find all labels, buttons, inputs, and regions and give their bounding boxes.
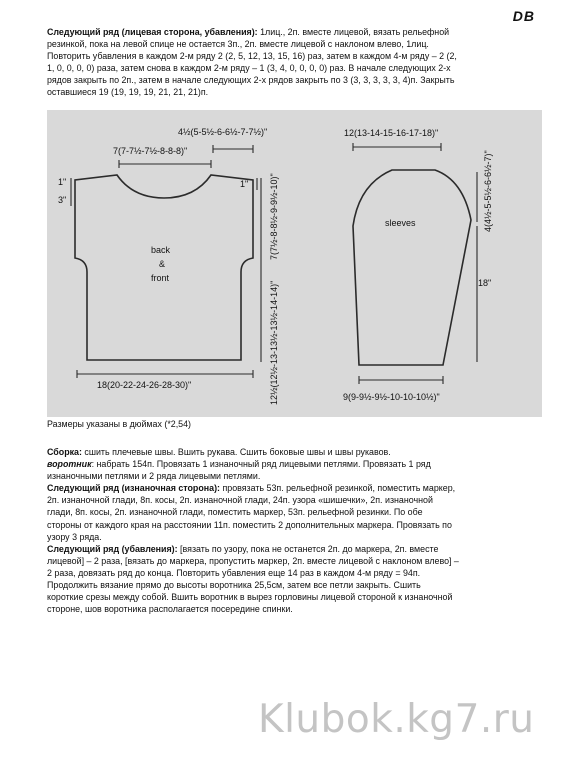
intro-line: Повторить убавления в каждом 2-м ряду 2 (2, 5, 12, 13, 15, 16) раз, затем в каждом 4-м ряду – 2 (2, xyxy=(47,51,457,62)
row-ws-line: глади, 8п. косы, 2п. изнаночной глади, поместить маркер, 53п. рельефной резинки. По обе xyxy=(47,507,423,518)
right-dim-top-label: 1" xyxy=(240,179,249,189)
back-label-line3: front xyxy=(151,273,170,283)
schematic-diagram xyxy=(47,110,542,417)
intro-line: 1лиц., 2п. вместе лицевой, вязать рельефной xyxy=(260,27,450,37)
sleeve-label: sleeves xyxy=(385,218,416,228)
row-ws-line: узору 3 ряда. xyxy=(47,531,102,542)
sleeve-cap-height-label: 4(4½-5-5½-6-6½-7)" xyxy=(483,150,493,232)
row-dec-line: Продолжить вязание прямо до высоты воротника 25,5см, затем все петли закрыть. Сшить xyxy=(47,580,421,591)
left-dim-top-label: 1" xyxy=(58,177,67,187)
row-dec-line: стороне, шов воротника располагается посередине спинки. xyxy=(47,604,293,615)
row-dec-line: 2 раза, довязать ряд до конца. Повторить убавления еще 14 раз в каждом 4-м ряду = 94п. xyxy=(47,567,421,578)
row-ws-line: провязать 53п. рельефной резинкой, поместить маркер, xyxy=(219,483,456,494)
intro-line: резинкой, пока на левой спице не остается 3п., 2п. вместе лицевой с наклоном влево, 1лиц. xyxy=(47,39,429,50)
intro-line: рядов закрыть по 2п., затем в начале следующих 2-х рядов закрыть по 3 (3, 3, 3, 3, 3, 4)п. Закрыть xyxy=(47,75,455,86)
left-dim-mid-label: 3" xyxy=(58,195,67,205)
assembly-paragraph xyxy=(47,446,543,615)
diagram-background xyxy=(47,110,542,417)
sleeve-bottom-width-label: 9(9-9½-9½-10-10-10½)" xyxy=(343,392,440,402)
back-bottom-width-label: 18(20-22-24-26-28-30)" xyxy=(97,380,192,390)
assembly-heading: Сборка: xyxy=(47,447,82,457)
sleeve-top-width-label: 12(13-14-15-16-17-18)" xyxy=(344,128,439,138)
row-dec-line: короткие срезы между собой. Вшить воротник в вырез горловины лицевой стороной к изнаночной xyxy=(47,592,453,603)
body-length-label: 12½(12½-13-13½-13½-14-14)" xyxy=(269,280,279,405)
back-neck-width-label: 7(7-7½-7½-8-8-8)" xyxy=(113,146,188,156)
row-ws-line: 2п. изнаночной глади, 8п. косы, 2п. изнаночной глади, 24п. узора «шишечки», 2п. изнаночной xyxy=(47,495,433,506)
row-dec-line: лицевой] – 2 раза, [вязать до маркера, пропустить маркер, 2п. вместе лицевой с наклоном влево] – xyxy=(47,555,459,566)
back-label-line1: back xyxy=(151,245,171,255)
back-top-width-label: 4½(5-5½-6-6½-7-7½)" xyxy=(178,127,268,137)
corner-tag: DB xyxy=(512,8,535,24)
back-label-line2: & xyxy=(159,259,166,269)
row-ws-heading: Следующий ряд (изнаночная сторона): xyxy=(47,483,220,494)
intro-heading: Следующий ряд (лицевая сторона, убавления): xyxy=(47,27,258,37)
diagram-caption: Размеры указаны в дюймах (*2,54) xyxy=(47,419,192,429)
row-ws-line: стороны от каждого края на расстоянии 11п. поместить 2 дополнительных маркера. Провязать по xyxy=(47,519,452,530)
assembly-text: сшить плечевые швы. Вшить рукава. Сшить боковые швы и швы рукавов. xyxy=(81,447,391,457)
collar-text: : набрать 154п. Провязать 1 изнаночный ряд лицевыми петлями. Провязать 1 ряд xyxy=(91,459,431,470)
collar-text-2: изнаночными петлями и 2 ряда лицевыми петлями. xyxy=(47,471,261,482)
watermark: Klubok.kg7.ru xyxy=(258,697,535,742)
sleeve-length-label: 18" xyxy=(478,278,492,288)
collar-heading: воротник xyxy=(47,459,92,470)
armhole-depth-label: 7(7½-8-8½-9-9½-10)" xyxy=(269,173,279,260)
intro-line: оставшиеся 19 (19, 19, 19, 21, 21, 21)п. xyxy=(47,87,209,98)
intro-line: 1, 0, 0, 0, 0) раза, затем снова в каждом 2-м ряду – 1 (3, 4, 0, 0, 0, 0) раз. В начале следующих 2-х xyxy=(47,63,451,74)
row-dec-line: [вязать по узору, пока не останется 2п. до маркера, 2п. вместе xyxy=(177,543,439,554)
intro-paragraph xyxy=(47,26,543,99)
row-dec-heading: Следующий ряд (убавления): xyxy=(47,543,178,554)
